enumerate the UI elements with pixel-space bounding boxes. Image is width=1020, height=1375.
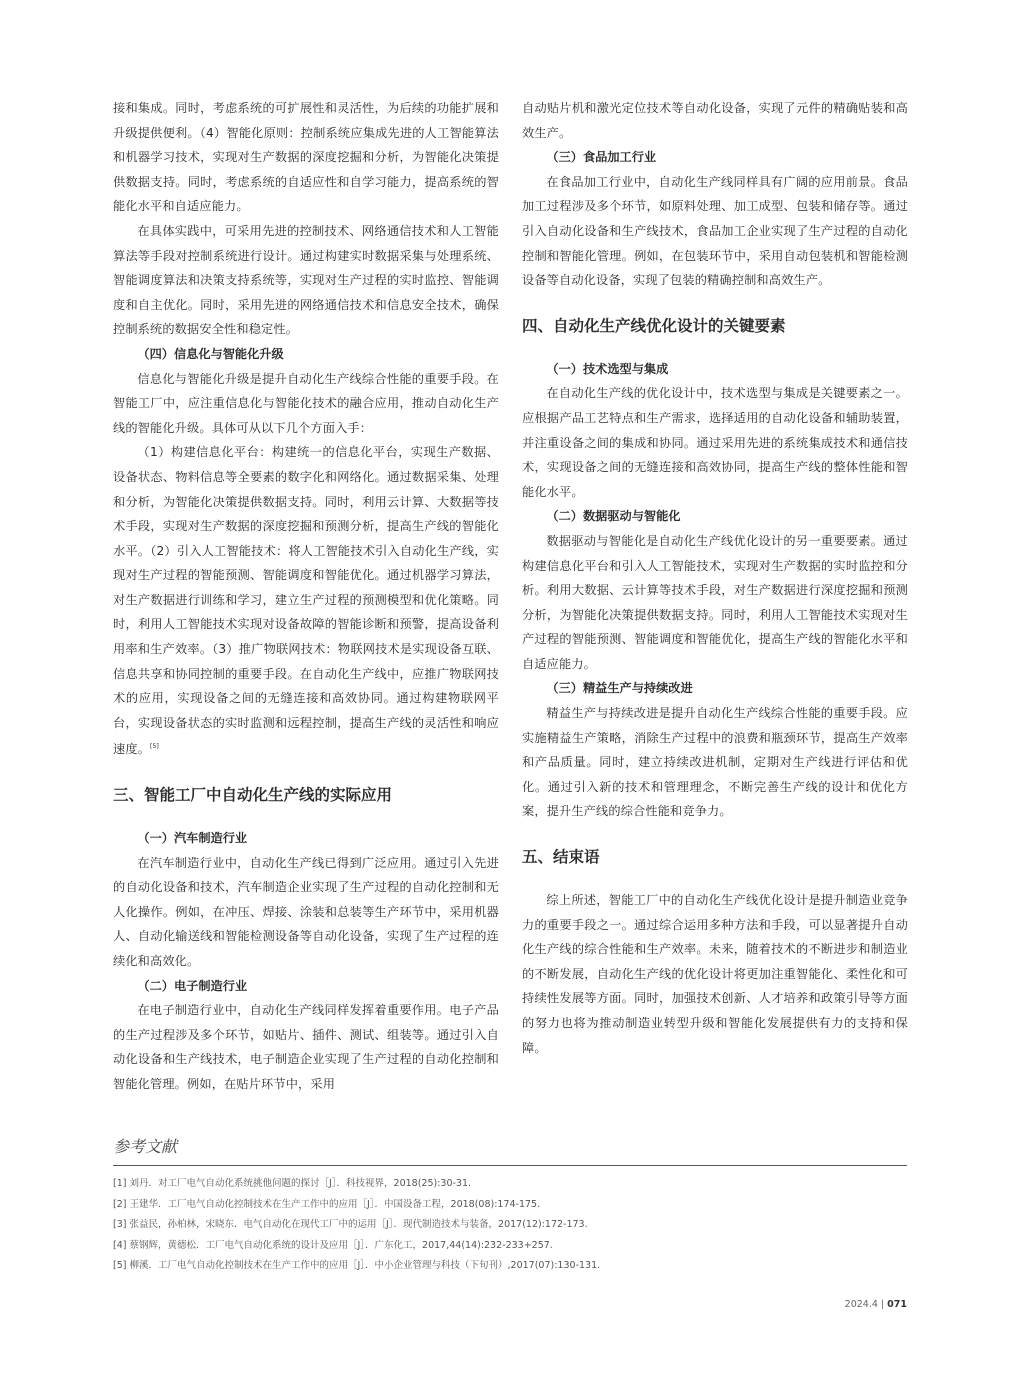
left-column: [113, 96, 499, 1097]
paragraph: 综上所述，智能工厂中的自动化生产线优化设计是提升制造业竞争力的重要手段之一。通过综合运用多种方法和手段，可以显著提升自动化生产线的综合性能和生产效率。未来，随着技术的不断进步和制造业的不断发展，自动化生产线的优化设计将更加注重智能化、柔性化和可持续性发展等方面。同时，加强技术创新、人才培养和政策引导等方面的努力也将为推动制造业转型升级和智能化发展提供有力的支持和保障。: [522, 893, 908, 1055]
citation-mark: [5]: [150, 743, 159, 751]
paragraph: 精益生产与持续改进是提升自动化生产线综合性能的重要手段。应实施精益生产策略，消除生产过程中的浪费和瓶颈环节，提高生产效率和产品质量。同时，建立持续改进机制，定期对生产线进行评估和优化。通过引入新的技术和管理理念，不断完善生产线的设计和优化方案，提升生产线的综合性能和竞争力。: [522, 706, 908, 819]
paragraph: 接和集成。同时，考虑系统的可扩展性和灵活性，为后续的功能扩展和升级提供便利。（4）智能化原则：控制系统应集成先进的人工智能算法和机器学习技术，实现对生产数据的深度挖掘和分析，为智能化决策提供数据支持。同时，考虑系统的自适应性和自学习能力，提高系统的智能化水平和自适应能力。: [113, 101, 499, 214]
paragraph: [113, 440, 499, 762]
reference-item: [4] 蔡钢辉，黄德松．工厂电气自动化系统的设计及应用［J］．广东化工，2017,44(14):232-233+257.: [113, 1239, 553, 1251]
section-heading: 三、智能工厂中自动化生产线的实际应用: [113, 786, 393, 805]
right-column: [522, 96, 908, 1060]
paragraph: 自动贴片机和激光定位技术等自动化设备，实现了元件的精确贴装和高效生产。: [522, 101, 908, 140]
section-heading: 四、自动化生产线优化设计的关键要素: [522, 316, 786, 335]
subsection-heading: （三）食品加工行业: [546, 150, 657, 165]
paragraph: 在自动化生产线的优化设计中，技术选型与集成是关键要素之一。应根据产品工艺特点和生产需求，选择适用的自动化设备和辅助装置，并注重设备之间的集成和协同。通过采用先进的系统集成技术和通信技术，实现设备之间的无缝连接和高效协同，提高生产线的整体性能和智能化水平。: [522, 386, 908, 499]
references-title: 参考文献: [113, 1134, 907, 1166]
page-number: [845, 1299, 907, 1310]
paragraph: 在具体实践中，可采用先进的控制技术、网络通信技术和人工智能算法等手段对控制系统进行设计。通过构建实时数据采集与处理系统、智能调度算法和决策支持系统等，实现对生产过程的实时监控、智能调度和自主优化。同时，采用先进的网络通信技术和信息安全技术，确保控制系统的数据安全性和稳定性。: [113, 223, 499, 337]
references-section: [113, 1134, 907, 1277]
paragraph: 在电子制造行业中，自动化生产线同样发挥着重要作用。电子产品的生产过程涉及多个环节，如贴片、插件、测试、组装等。通过引入自动化设备和生产线技术，电子制造企业实现了生产过程的自动化控制和智能化管理。例如，在贴片环节中，采用: [113, 1003, 499, 1092]
paragraph: 在食品加工行业中，自动化生产线同样具有广阔的应用前景。食品加工过程涉及多个环节，如原料处理、加工成型、包装和储存等。通过引入自动化设备和生产线技术，食品加工企业实现了生产过程的自动化控制和智能化管理。例如，在包装环节中，采用自动包装机和智能检测设备等自动化设备，实现了包装的精确控制和高效生产。: [522, 174, 908, 288]
subsection-heading: （二）电子制造行业: [137, 978, 248, 993]
references-list: [113, 1174, 907, 1277]
reference-item: [5] 柳溪．工厂电气自动化控制技术在生产工作中的应用［J］．中小企业管理与科技（下旬刊）,2017(07):130-131.: [113, 1260, 601, 1271]
paragraph: 信息化与智能化升级是提升自动化生产线综合性能的重要手段。在智能工厂中，应注重信息化与智能化技术的融合应用，推动自动化生产线的智能化升级。具体可从以下几个方面入手：: [113, 371, 499, 435]
section-heading: 五、结束语: [522, 848, 600, 867]
subsection-heading: （一）技术选型与集成: [546, 361, 669, 376]
reference-item: [1] 刘丹．对工厂电气自动化系统挑他问题的探讨［J］．科技视界，2018(25):30-31.: [113, 1178, 472, 1189]
reference-item: [3] 张益民，孙柏林，宋晓东．电气自动化在现代工厂中的运用［J］．现代制造技术与装备，2017(12):172-173.: [113, 1219, 588, 1230]
reference-item: [2] 王建华．工厂电气自动化控制技术在生产工作中的应用［J］．中国设备工程，2018(08):174-175.: [113, 1198, 541, 1210]
page-number-value: 071: [887, 1299, 907, 1310]
subsection-heading: （三）精益生产与持续改进: [546, 681, 693, 696]
subsection-heading: （四）信息化与智能化升级: [137, 346, 284, 361]
paragraph: 数据驱动与智能化是自动化生产线优化设计的另一重要要素。通过构建信息化平台和引入人工智能技术，实现对生产数据的实时监控和分析。利用大数据、云计算等技术手段，对生产数据进行深度挖掘和预测分析，为智能化决策提供数据支持。同时，利用人工智能技术实现对生产过程的智能预测、智能调度和智能优化，提高生产线的智能化水平和自适应能力。: [522, 533, 908, 671]
paragraph-text: （1）构建信息化平台：构建统一的信息化平台，实现生产数据、设备状态、物料信息等全要素的数字化和网络化。通过数据采集、处理和分析，为智能化决策提供数据支持。同时，利用云计算、大数据等技术手段，实现对生产数据的深度挖掘和预测分析，提高生产线的智能化水平。（2）引入人工智能技术：将人工智能技术引入自动化生产线，实现对生产过程的智能预测、智能调度和智能优化。通过机器学习算法，对生产数据进行训练和学习，建立生产过程的预测模型和优化策略。同时，利用人工智能技术实现对设备故障的智能诊断和预警，提高设备利用率和生产效率。（3）推广物联网技术：物联网技术是实现设备互联、信息共享和协同控制的重要手段。在自动化生产线中，应推广物联网技术的应用，实现设备之间的无缝连接和高效协同。通过构建物联网平台，实现设备状态的实时监测和远程控制，提高生产线的灵活性和响应速度。: [113, 445, 499, 757]
subsection-heading: （二）数据驱动与智能化: [546, 509, 681, 524]
issue-label: 2024.4 |: [844, 1299, 888, 1310]
subsection-heading: （一）汽车制造行业: [137, 831, 248, 846]
paragraph: 在汽车制造行业中，自动化生产线已得到广泛应用。通过引入先进的自动化设备和技术，汽车制造企业实现了生产过程的自动化控制和无人化操作。例如，在冲压、焊接、涂装和总装等生产环节中，采用机器人、自动化输送线和智能检测设备等自动化设备，实现了生产过程的连续化和高效化。: [113, 855, 499, 969]
